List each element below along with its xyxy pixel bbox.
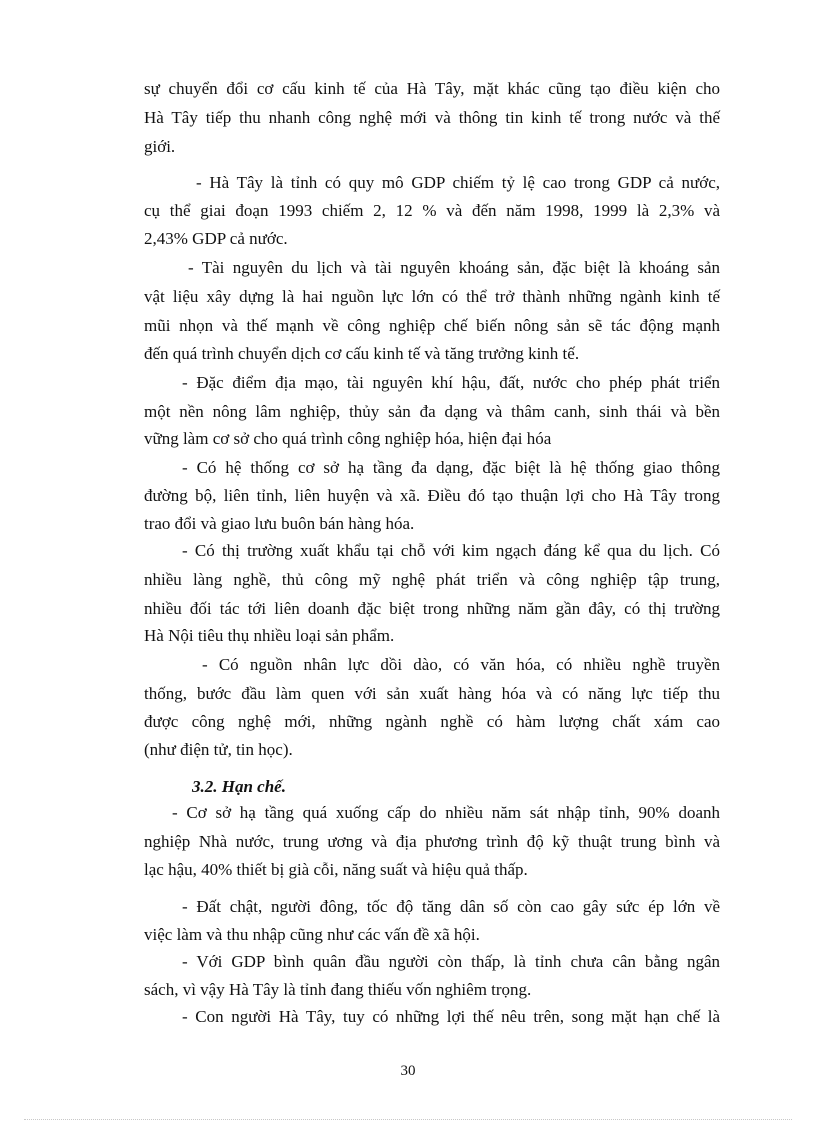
- text-line: vững làm cơ sở cho quá trình công nghiệp hóa, hiện đại hóa: [144, 429, 552, 448]
- page-bottom-rule: [24, 1119, 792, 1120]
- text-line: nghiệp Nhà nước, trung ương và địa phương trình độ kỹ thuật trung bình và: [144, 832, 720, 851]
- text-line: đường bộ, liên tỉnh, liên huyện và xã. Điều đó tạo thuận lợi cho Hà Tây trong: [144, 486, 720, 505]
- text-line: vật liệu xây dựng là hai nguồn lực lớn có thể trở thành những ngành kinh tế: [144, 287, 720, 306]
- text-line: mũi nhọn và thế mạnh về công nghiệp chế biến nông sản sẽ tác động mạnh: [144, 316, 720, 335]
- text-line: Hà Nội tiêu thụ nhiều loại sản phẩm.: [144, 626, 395, 645]
- text-line: - Con người Hà Tây, tuy có những lợi thế nêu trên, song mặt hạn chế là: [182, 1007, 720, 1026]
- page-number: 30: [400, 1063, 416, 1079]
- text-line: - Đất chật, người đông, tốc độ tăng dân số còn cao gây sức ép lớn về: [182, 897, 720, 916]
- section-heading: 3.2. Hạn chế.: [192, 777, 286, 796]
- text-line: một nền nông lâm nghiệp, thủy sản đa dạng và thâm canh, sinh thái và bền: [144, 402, 720, 421]
- text-line: sự chuyển đổi cơ cấu kinh tế của Hà Tây, mặt khác cũng tạo điều kiện cho: [144, 79, 720, 98]
- text-line: nhiều đối tác tới liên doanh đặc biệt trong những năm gần đây, có thị trường: [144, 599, 720, 618]
- text-line: được công nghệ mới, những ngành nghề có hàm lượng chất xám cao: [144, 712, 720, 731]
- text-line: việc làm và thu nhập cũng như các vấn đề xã hội.: [144, 925, 480, 944]
- text-line: giới.: [144, 137, 176, 156]
- text-line: - Tài nguyên du lịch và tài nguyên khoáng sản, đặc biệt là khoáng sản: [188, 258, 720, 277]
- text-line: - Có thị trường xuất khẩu tại chỗ với kim ngạch đáng kể qua du lịch. Có: [182, 541, 720, 560]
- text-line: cụ thể giai đoạn 1993 chiếm 2, 12 % và đến năm 1998, 1999 là 2,3% và: [144, 201, 720, 220]
- text-line: - Cơ sở hạ tầng quá xuống cấp do nhiều năm sát nhập tỉnh, 90% doanh: [172, 803, 720, 822]
- text-line: đến quá trình chuyển dịch cơ cấu kinh tế và tăng trưởng kinh tế.: [144, 344, 580, 363]
- text-line: thống, bước đầu làm quen với sản xuất hàng hóa và có năng lực tiếp thu: [144, 684, 720, 703]
- text-line: trao đổi và giao lưu buôn bán hàng hóa.: [144, 514, 415, 533]
- text-line: sách, vì vậy Hà Tây là tỉnh đang thiếu vốn nghiêm trọng.: [144, 980, 532, 999]
- text-line: Hà Tây tiếp thu nhanh công nghệ mới và thông tin kinh tế trong nước và thế: [144, 108, 720, 127]
- text-line: - Có hệ thống cơ sở hạ tầng đa dạng, đặc biệt là hệ thống giao thông: [182, 458, 720, 477]
- text-line: (như điện tử, tin học).: [144, 740, 293, 759]
- text-line: lạc hậu, 40% thiết bị già cỗi, năng suất và hiệu quả thấp.: [144, 860, 528, 879]
- text-line: - Hà Tây là tỉnh có quy mô GDP chiếm tỷ lệ cao trong GDP cả nước,: [196, 173, 720, 192]
- text-line: nhiều làng nghề, thủ công mỹ nghệ phát triển và công nghiệp tập trung,: [144, 570, 720, 589]
- text-line: 2,43% GDP cả nước.: [144, 229, 288, 248]
- text-line: - Đặc điểm địa mạo, tài nguyên khí hậu, đất, nước cho phép phát triển: [182, 373, 720, 392]
- text-line: - Có nguồn nhân lực dồi dào, có văn hóa, có nhiều nghề truyền: [202, 655, 720, 674]
- text-line: - Với GDP bình quân đầu người còn thấp, là tỉnh chưa cân bằng ngân: [182, 952, 720, 971]
